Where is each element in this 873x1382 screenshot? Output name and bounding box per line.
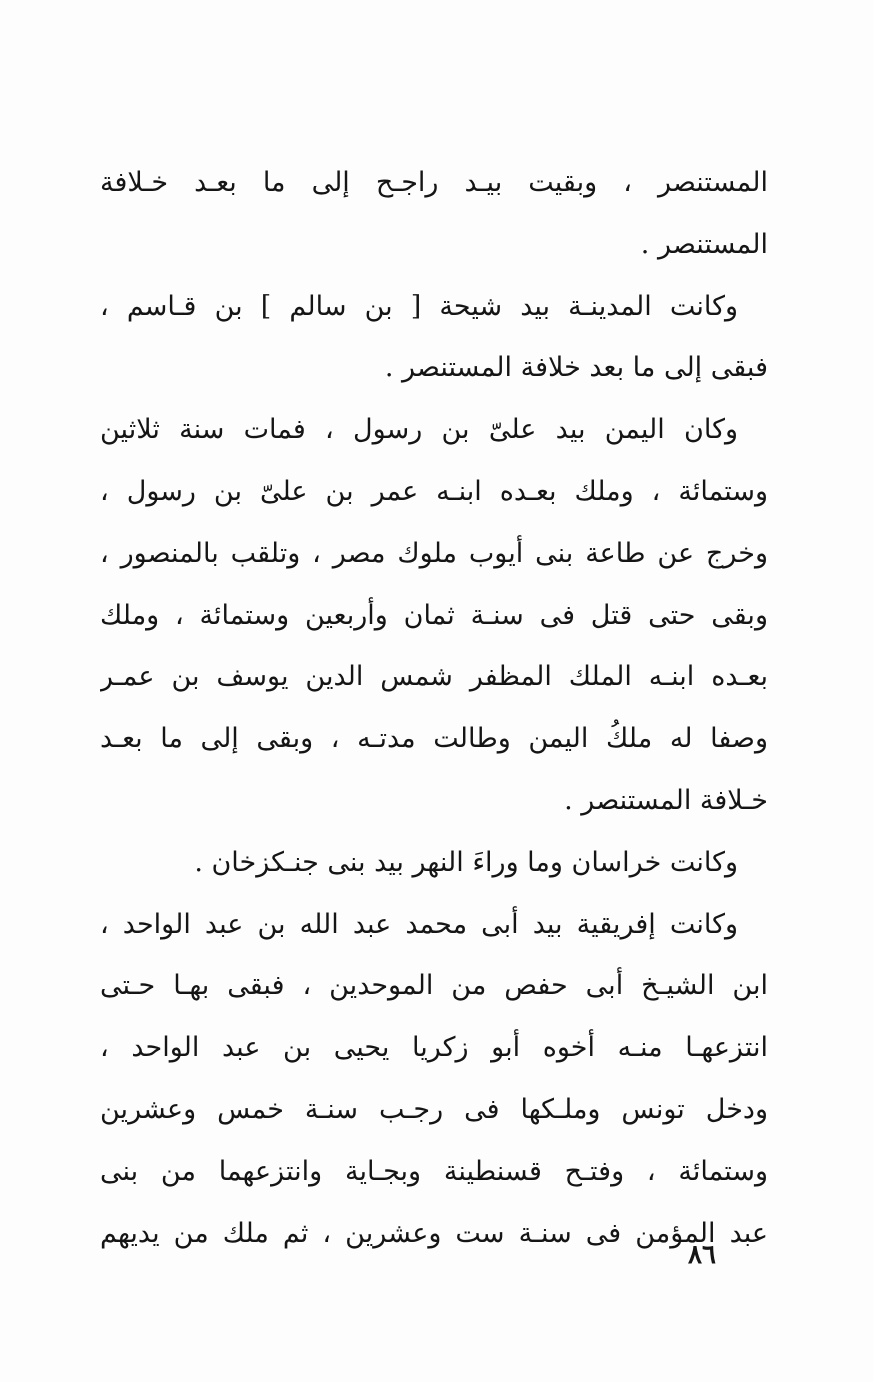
text-line: المستنصر ، وبقيت بيـد راجـح إلى ما بعـد خـلافة <box>100 167 768 198</box>
text-line: خـلافة المستنصر . <box>564 784 768 816</box>
paragraph <box>100 894 768 1265</box>
text-line: ابن الشيـخ أبى حفص من الموحدين ، فبقى بهـا حـتى <box>100 970 768 1002</box>
text-line: وكانت خراسان وما وراءَ النهر بيد بنى جنـكزخان . <box>194 846 738 878</box>
text-line: ودخل تونس وملـكها فى رجـب سنـة خمس وعشرين <box>100 1093 768 1125</box>
text-line: وبقى حتى قتل فى سنـة ثمان وأربعين وستمائة ، وملك <box>100 599 768 631</box>
page-number: ٨٦ <box>688 1240 716 1270</box>
text-line: وصفا له ملكُ اليمن وطالت مدتـه ، وبقى إلى ما بعـد <box>100 723 768 755</box>
text-line: وستمائة ، وفتـح قسنطينة وبجـاية وانتزعهما من بنى <box>100 1155 768 1187</box>
text-line: المستنصر . <box>640 228 768 260</box>
paragraph <box>100 276 768 400</box>
text-line: وكانت إفريقية بيد أبى محمد عبد الله بن عبد الواحد ، <box>100 908 738 940</box>
paragraph <box>100 152 768 276</box>
body-text <box>100 152 768 1264</box>
text-line: انتزعهـا منـه أخوه أبو زكريا يحيى بن عبد الواحد ، <box>100 1032 768 1064</box>
text-line: وخرج عن طاعة بنى أيوب ملوك مصر ، وتلقب بالمنصور ، <box>100 537 768 569</box>
text-line: وكان اليمن بيد علىّ بن رسول ، فمات سنة ثلاثين <box>100 414 738 446</box>
text-line: وكانت المدينـة بيد شيحة [ بن سالم ] بن قـاسم ، <box>100 290 738 322</box>
text-line: فبقى إلى ما بعد خلافة المستنصر . <box>384 352 768 384</box>
text-line: عبد المؤمن فى سنـة ست وعشرين ، ثم ملك من يديهم <box>100 1217 768 1249</box>
text-line: بعـده ابنـه الملك المظفر شمس الدين يوسف بن عمـر <box>100 661 768 693</box>
paragraph <box>100 832 768 894</box>
text-line: وستمائة ، وملك بعـده ابنـه عمر بن علىّ بن رسول ، <box>100 475 768 507</box>
paragraph <box>100 399 768 832</box>
